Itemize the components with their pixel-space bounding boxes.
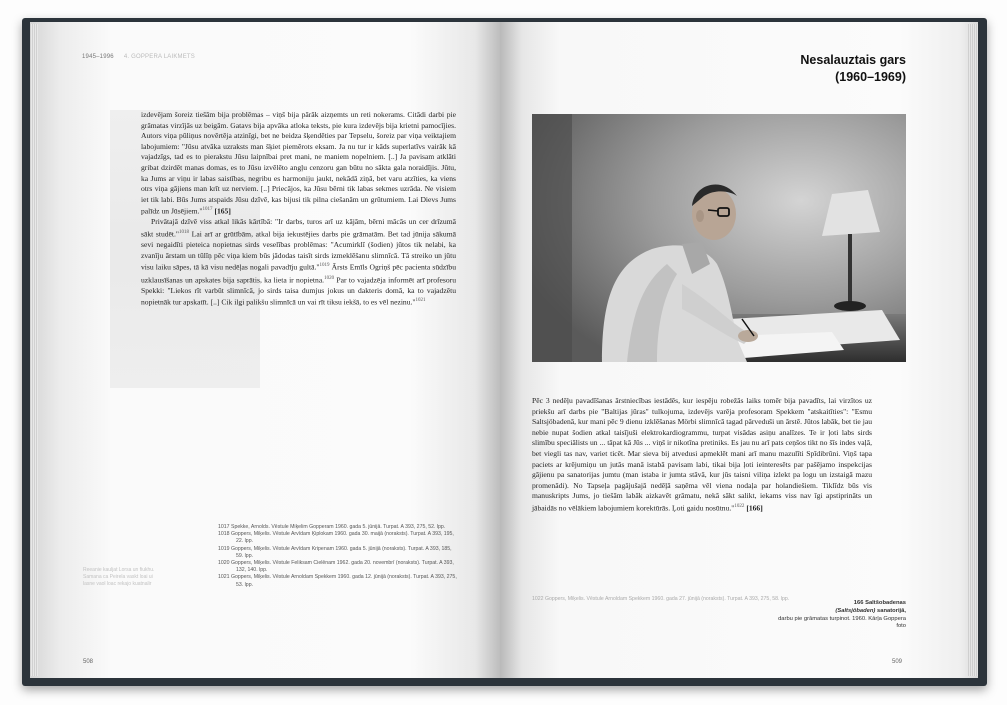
footnote-marker-1017: 1017 <box>202 207 213 213</box>
running-head-years: 1945–1996 <box>82 54 114 60</box>
footnote-1020: 1020 Goppers, Miķelis. Vēstule Feliksam Cielēnam 1962. gada 20. novembrī (noraksts). Turpat. A 393, 132, 140. lpp. <box>218 560 454 574</box>
left-body-text <box>141 110 456 308</box>
figure-ref-166: [166] <box>746 503 763 513</box>
right-page-number: 509 <box>891 659 902 665</box>
paragraph-1 <box>141 110 456 217</box>
footnote-marker-1019: 1019 <box>319 263 330 269</box>
right-page-edge <box>967 24 978 676</box>
photo-caption <box>776 600 906 631</box>
show-through-caption: Reeanie kauljat Lorsa un fiukhu. Samana ca Peirela vaskt loai ui lasne vaol loac rekajo kuatnalir <box>83 567 155 587</box>
right-paragraph <box>532 396 872 514</box>
paragraph-2-text-d: Par to vajadzēja informēt arī profesoru Spekki: "Liekos rīt varbūt slimnīcā, jo sirds taisa dumjus jokus un dakteris domā, ka to vajadzētu nopietnāk tur apskatīt. [..] Cik ilgi palikšu slimnīcā un vai rīt tiksu iekšā, to es vēl nezinu." <box>141 275 457 307</box>
left-running-head <box>82 54 195 60</box>
running-head-chapter: 4. GOPPERA LAIKMETS <box>123 54 196 60</box>
paragraph-2 <box>141 217 456 308</box>
left-page <box>30 22 500 678</box>
footnote-marker-1021: 1021 <box>415 298 426 304</box>
left-page-number: 508 <box>83 659 94 665</box>
paragraph-1-text: izdevējam šoreiz tiešām bija problēmas – viņš bija pārāk aizņemts un reti nokerams. Citādi darbi pie grāmatas virzījās uz beigām. Gatavs bija apvāka atloka teksts, pie kura izdevējs bija krietni pamocījies. Autors viņa pūliņus novērtēja atzinīgi, bet ne beidza šķendēties par Tepselu, šoreiz par viņa veiktajiem labojumiem: "Jūsu atvāka uzraksts man šķiet piemērots eksam. Ja nu tur ir kāds superlatīvs vairāk kā vajadzīgs, tad es to pierakstu Jūsu laipnībai pret mani, ne maniem nopelniem. [..] Ja pavisam atklāti gribat dzirdēt manas domas, es to Jūsu izvēlēto angļu cenzoru gan būtu no sākta gala noraidījis. Jūtu, ka Jums ar viņu ir labas saistības, negribu es harmoniju jaukt, nekādā ziņā, bet varu atzīties, ka viens otrs viņa gājiens man krīt uz nerviem. [..] Priecājos, ka Jūsu bērni tik labas sekmes uzrāda. Ne visiem iet tik labi. Būs Jums atspaids Jūsu dzīvē, kas bijusi tik pilna ciešanām un grūtumiem. Lai Dievs Jums palīdz un Jūsējiem." <box>141 110 456 216</box>
caption-title: Saltšobadenas <box>865 600 906 606</box>
right-body-text <box>532 396 872 514</box>
caption-number: 166 <box>853 600 864 606</box>
caption-description: darbu pie grāmatas turpinot. 1960. Kārļa Goppera foto <box>778 615 906 630</box>
figure-ref-165: [165] <box>214 206 231 216</box>
paragraph-2-text-a: Privātajā dzīvē viss atkal likās kārtībā: "Ir darbs, turos arī uz kājām, bērni mācās un cer drīzumā sākt studēt." <box>141 217 456 239</box>
footnote-1022: 1022 Goppers, Miķelis. Vēstule Arnoldam Spekkem 1960. gada 27. jūnijā (noraksts). Turpat. A 393, 275, 58. lpp. <box>532 596 790 602</box>
paragraph-2-text-b: Lai arī ar grūtībām, atkal bija iekustējies darbs pie grāmatām. Bet tad jūnija sākumā sevi negaidīti pieteica nopietnas sirds veselības problēmas: "Acumirklī (šodien) jūtos tik nelabi, ka zvanīju ārstam un tūlīņ pēc viņa kiem būs jādodas taisīt sirds izmeklēšanu slimnīcā. Tā streiko un jūtu visu laiku sāpes, tā kā visu nedēļas nogali pavadīju gultā." <box>141 229 456 272</box>
footnote-1019: 1019 Goppers, Miķelis. Vēstule Arvīdam Kripenam 1960. gada 5. jūnijā (noraksts). Turpat. A 393, 185, 59. lpp. <box>218 545 452 559</box>
photograph-man-writing <box>532 114 906 362</box>
right-page <box>500 22 978 678</box>
left-footnotes <box>218 524 458 589</box>
left-page-edge <box>30 24 38 676</box>
chapter-title <box>800 52 906 86</box>
footnote-1021: 1021 Goppers, Miķelis. Vēstule Arnoldam Spekkem 1960. gada 12. jūnijā (noraksts). Turpat. A 393, 275, 53. lpp. <box>218 574 457 588</box>
footnote-1017: 1017 Spekke, Arnolds. Vēstule Miķelim Gopperam 1960. gada 5. jūnijā. Turpat. A 393, 275, 52. lpp. <box>218 524 446 530</box>
caption-title-rest: sanatorijā, <box>877 607 906 614</box>
footnote-marker-1018: 1018 <box>179 230 190 236</box>
paragraph-2-text-c: Ārsts Emīls Ogriņš pēc pacienta sūdzību uzklausīšanas un apskates bija saprātis, ka lieta ir nopietna. <box>141 262 456 285</box>
photo-illustration <box>532 114 906 362</box>
chapter-title-line-1: Nesalauztais gars <box>800 53 906 67</box>
footnote-marker-1020: 1020 <box>324 275 335 281</box>
footnote-marker-1022: 1022 <box>734 503 745 509</box>
right-paragraph-text: Pēc 3 nedēļu pavadīšanas ārstniecības iestādēs, kur iespēju robežās laiks tomēr bija pavadīts, lai virzītos uz priekšu arī darbs pie "Baltijas jūras" tulkojuma, izdevējs varēja profesoram Spekkem "atskaitīties": "Esmu Saltsjöbadenā, kur mani pēc 9 dienu izklēšanas Mörbi slimnīcā tagad pārveduši un ārstē. Jūtos labāk, bet tie jau nebie nupat šodien atkal taisījuši elektrokardiogrammu, turpat visādas asiņu analīzes. Te ir ļoti labs sirds slimību speciālists un ... tāpat kā Jūs ... viņš ir nikotīna pretiniks. Es jau nu arī pats ceņšos tikt no šīs indes vaļā, bet viegli tas nav, variet ticēt. Mar sieva bij atvedusi apmeklēt mani arī manu mazulīti Spīdibrūni. Viņš tapa paciets ar krējumiņu un jutās manā istabā pavisam labi, tikai bija ļoti ieinteresēts par pašējamo inspekcijas gājienu pa sanatorijas jumtu (man istaba ir jumta stāvā, kur jūs taisni viliņa izlekt pa logu un izstaigā mazu promenādi). No Tapseļa pagājušajā nedēļā saņēma vēl viena nodaļa par holandiešiem. Tiklīdz būs vis manuskripts Jums, jo tiešām labāk aizkavēt grāmatu, nekā sākt salikt, iekams viss nav īgi apstiprināts un jābaidās no vēlākiem labojumiem korektūrās. Ļoti gaidu nosūtnu." <box>532 396 872 513</box>
caption-italic: (Saltsjöbaden) <box>835 607 876 614</box>
footnote-1018: 1018 Goppers, Miķelis. Vēstule Arvīdam Ķiplokam 1960. gada 30. maijā (noraksts). Turpat. A 393, 195, 22. lpp. <box>218 531 454 545</box>
chapter-title-line-2: (1960–1969) <box>835 70 906 84</box>
